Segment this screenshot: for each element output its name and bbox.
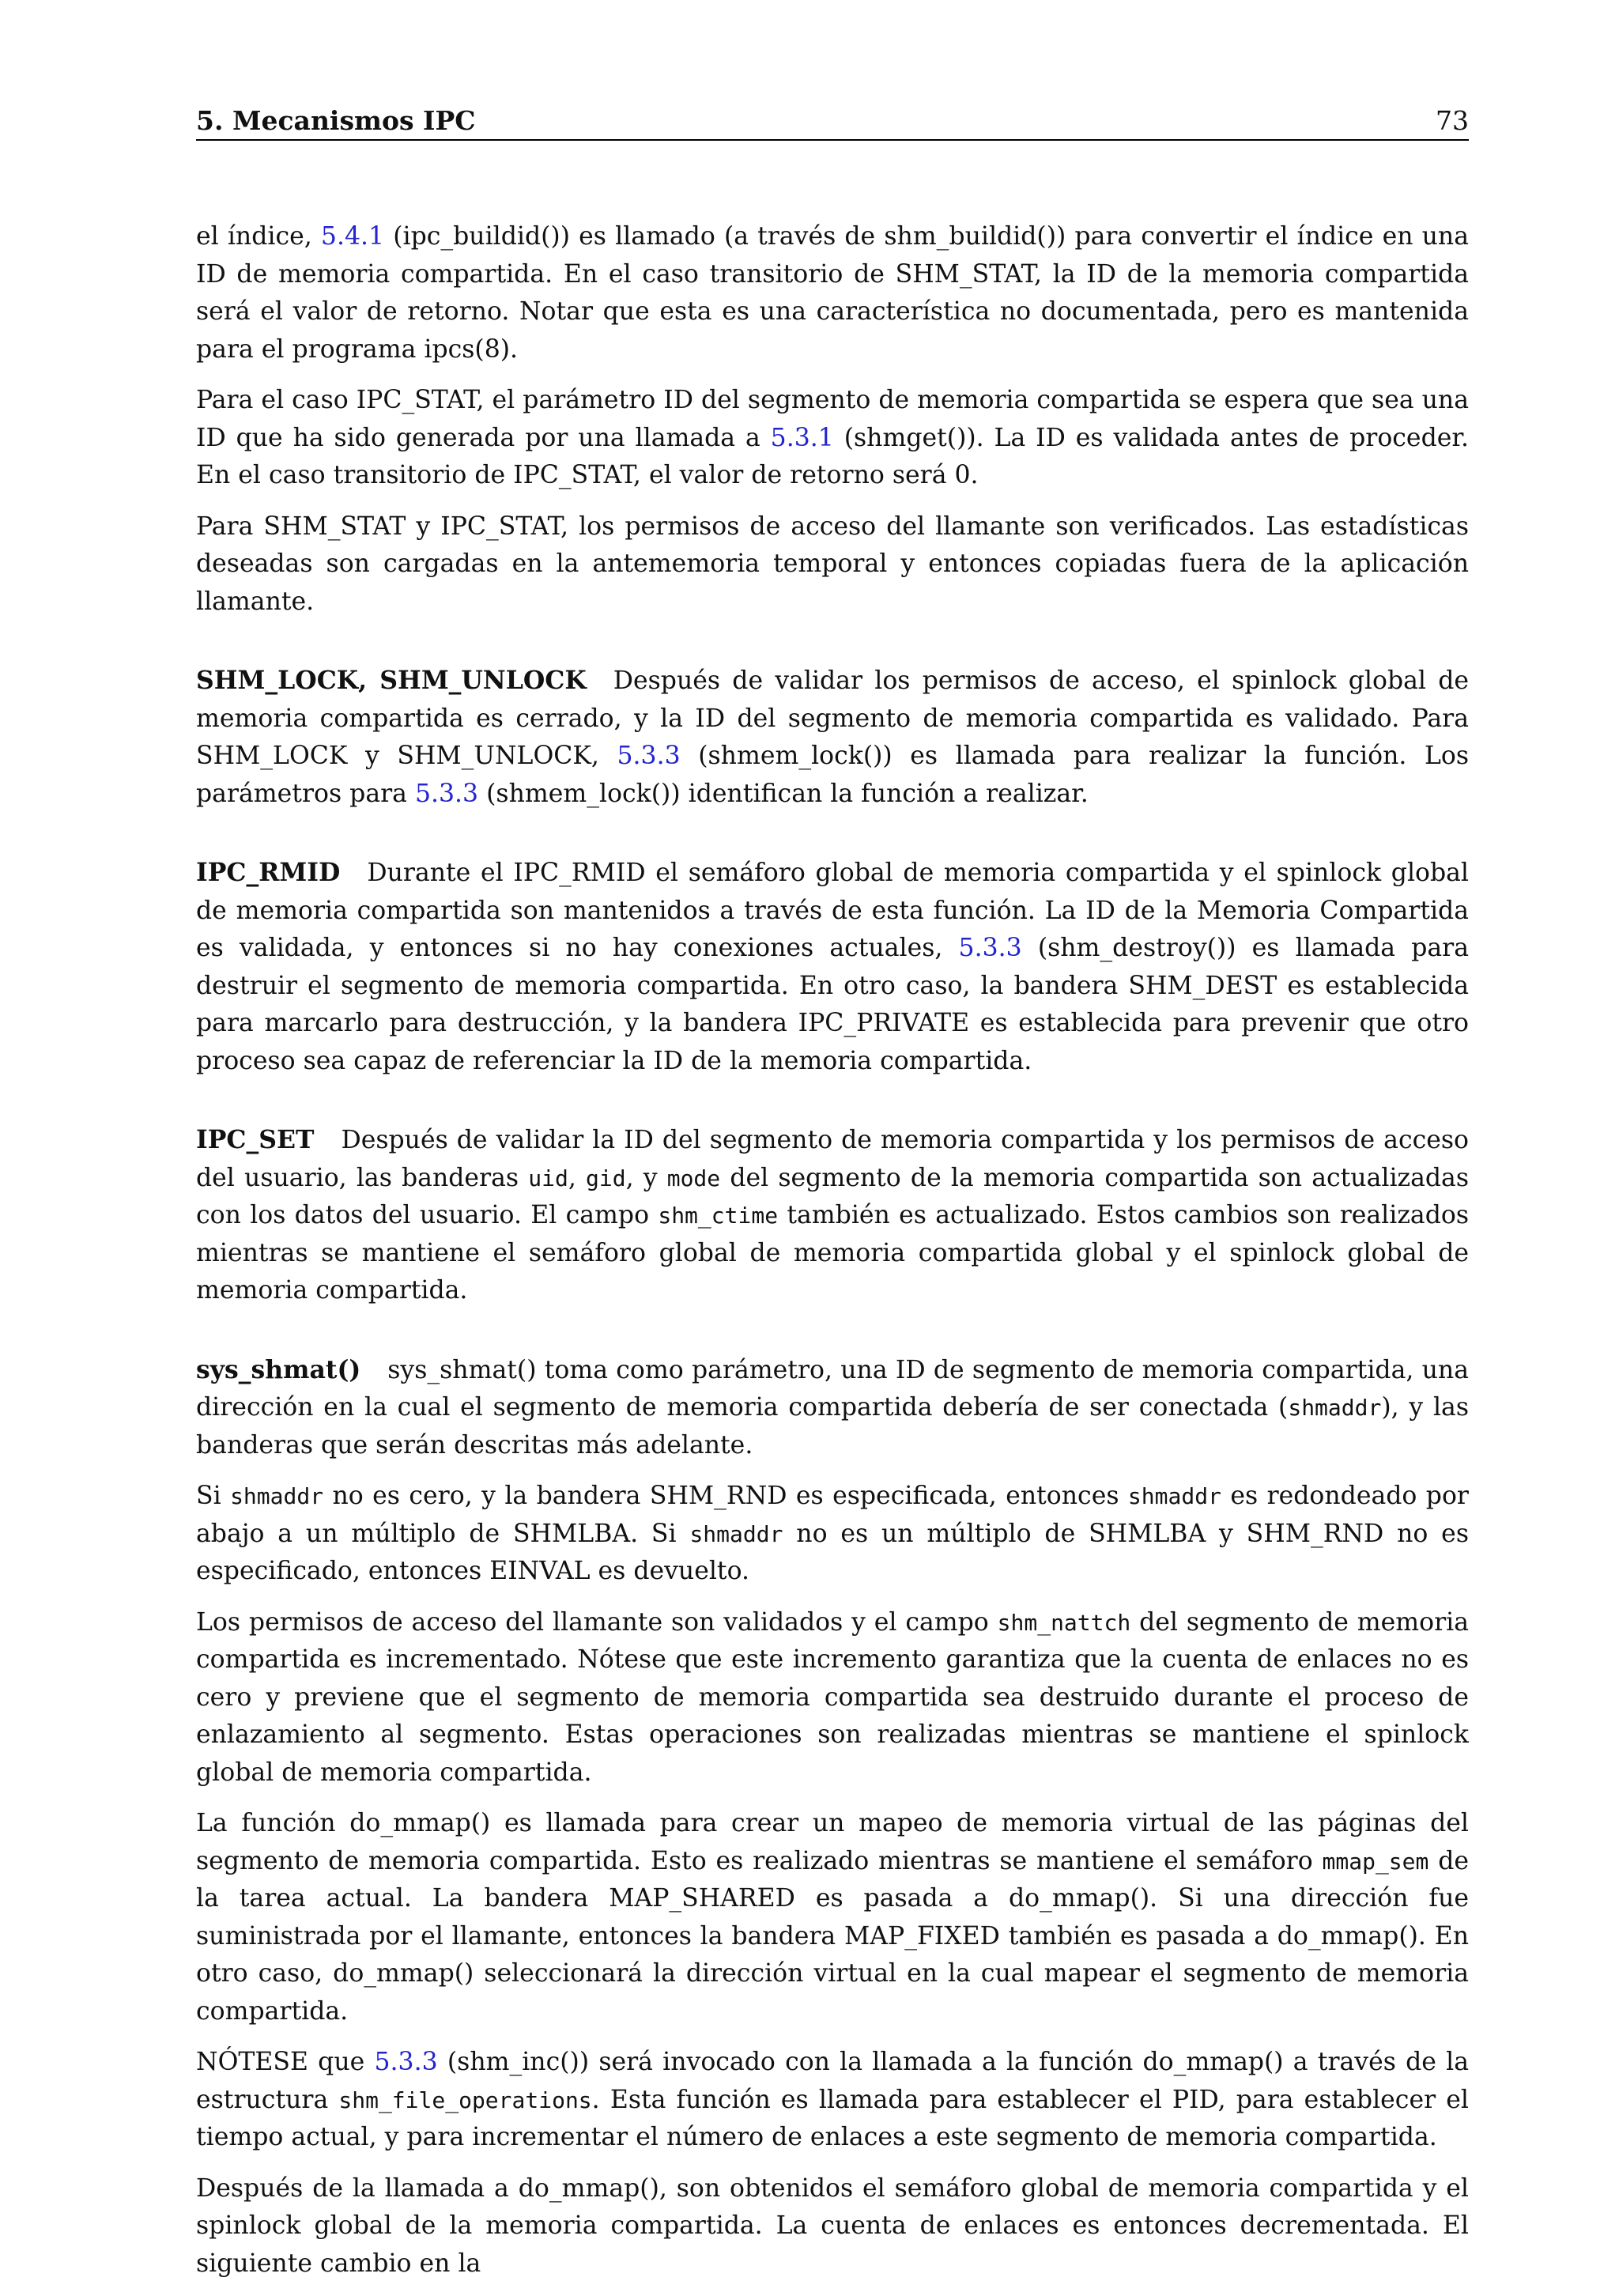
code-shm-ctime: shm_ctime [658, 1203, 779, 1229]
text-run: no es un múltiplo de SHMLBA y SHM_RND no es especificado, entonces EINVAL es devuelto. [196, 1519, 1469, 1585]
body-text [196, 218, 1469, 2296]
code-gid: gid [586, 1165, 626, 1191]
paragraph [196, 1478, 1469, 1591]
code-mmap-sem: mmap_sem [1322, 1848, 1429, 1875]
paragraph-heading: SHM_LOCK, SHM_UNLOCK [196, 666, 587, 695]
text-run: Los permisos de acceso del llamante son validados y el campo [196, 1607, 998, 1637]
text-run: , [568, 1163, 586, 1192]
text-run: es redondeado por abajo a un múltiplo de SHMLBA. Si [196, 1482, 1469, 1548]
paragraph-sys-shmat [196, 1351, 1469, 1465]
paragraph-heading: IPC_RMID [196, 858, 341, 887]
running-header [196, 103, 1469, 141]
paragraph [196, 2044, 1469, 2157]
paragraph: Para SHM_STAT y IPC_STAT, los permisos de acceso del llamante son verificados. Las estadísticas deseadas son cargadas en la antememoria temporal y entonces copiadas fuera de la aplicación llamante. [196, 512, 1469, 616]
paragraph: Después de la llamada a do_mmap(), son obtenidos el semáforo global de memoria compartida y el spinlock global de la memoria compartida. La cuenta de enlaces es entonces decrementada. El siguiente cambio en la [196, 2173, 1469, 2278]
text-run: Para el caso IPC_STAT, el parámetro ID del segmento de memoria compartida se espera que sea una ID que ha sido generada por una llamada a [196, 386, 1469, 452]
cross-reference-link[interactable]: 5.3.3 [374, 2048, 438, 2076]
text-run: sys_shmat() toma como parámetro, una ID de segmento de memoria compartida, una dirección en la cual el segmento de memoria compartida debería de ser conectada ( [196, 1355, 1469, 1422]
text-run: (shmget()). La ID es validada antes de proceder. En el caso transitorio de IPC_STAT, el valor de retorno será 0. [196, 423, 1469, 489]
text-run: , y [625, 1163, 667, 1192]
code-shmaddr: shmaddr [689, 1520, 783, 1547]
text-run: Durante el IPC_RMID el semáforo global de memoria compartida y el spinlock global de memoria compartida son mantenidos a través de esta función. La ID de la Memoria Compartida es validada, y entonces si no hay conexiones actuales, [196, 859, 1469, 962]
text-run: Si [196, 1482, 231, 1510]
text-run: Después de validar los permisos de acceso, el spinlock global de memoria compartida es cerrado, y la ID del segmento de memoria compartida es validado. Para SHM_LOCK y SHM_UNLOCK, [196, 667, 1470, 770]
paragraph [196, 1805, 1469, 2030]
text-run: (shm_inc()) será invocado con la llamada a la función do_mmap() a través de la estructura [196, 2048, 1469, 2114]
text-run: (shmem_lock()) es llamada para realizar la función. Los parámetros para [196, 742, 1469, 808]
cross-reference-link[interactable]: 5.3.3 [414, 779, 479, 808]
code-shmaddr: shmaddr [1288, 1395, 1382, 1421]
code-mode: mode [666, 1165, 721, 1191]
paragraph [196, 218, 1469, 368]
paragraph [196, 1604, 1469, 1792]
text-run: La función do_mmap() es llamada para crear un mapeo de memoria virtual de las páginas del segmento de memoria compartida. Esto es realizado mientras se mantiene el semáforo [196, 1809, 1469, 1875]
cross-reference-link[interactable]: 5.3.3 [617, 742, 681, 770]
text-run: ), y las banderas que serán descritas más adelante. [196, 1393, 1469, 1460]
text-run: . Esta función es llamada para establecer el PID, para establecer el tiempo actual, y para incrementar el número de enlaces a este segmento de memoria compartida. [196, 2085, 1470, 2151]
text-run: Después de validar la ID del segmento de memoria compartida y los permisos de acceso del usuario, las banderas [196, 1126, 1469, 1192]
paragraph-shm-lock [196, 662, 1469, 813]
text-run: del segmento de la memoria compartida son actualizadas con los datos del usuario. El campo [196, 1163, 1470, 1229]
text-run: no es cero, y la bandera SHM_RND es especificada, entonces [323, 1482, 1128, 1510]
text-run: (shmem_lock()) identifican la función a realizar. [478, 779, 1089, 808]
text-run: de la tarea actual. La bandera MAP_SHARED es pasada a do_mmap(). Si una dirección fue suministrada por el llamante, entonces la bandera MAP_FIXED también es pasada a do_mmap(). En otro caso, do_mmap() seleccionará la dirección virtual en la cual mapear el segmento de memoria compartida. [196, 1846, 1469, 2026]
cross-reference-link[interactable]: 5.3.1 [770, 423, 834, 452]
text-run: el índice, [196, 222, 321, 251]
text-run: NÓTESE que [196, 2048, 375, 2076]
text-run: del segmento de memoria compartida es incrementado. Nótese que este incremento garantiza que la cuenta de enlaces no es cero y previene que el segmento de memoria compartida sea destruido durante el proceso de enlazamiento al segmento. Estas operaciones son realizadas mientras se mantiene el spinlock global de memoria compartida. [196, 1607, 1470, 1787]
cross-reference-link[interactable]: 5.4.1 [320, 222, 385, 251]
code-shm-nattch: shm_nattch [997, 1609, 1131, 1636]
cross-reference-link[interactable]: 5.3.3 [958, 934, 1022, 962]
paragraph [196, 382, 1469, 495]
paragraph-heading: sys_shmat() [196, 1354, 361, 1384]
paragraph-ipc-set [196, 1121, 1469, 1310]
text-run: (ipc_buildid()) es llamado (a través de shm_buildid()) para convertir el índice en una ID de memoria compartida. En el caso transitorio de SHM_STAT, la ID de la memoria compartida será el valor de retorno. Notar que esta es una característica no documentada, pero es mantenida para el programa ipcs(8). [196, 222, 1469, 364]
code-shmaddr: shmaddr [1127, 1483, 1221, 1509]
text-run: también es actualizado. Estos cambios son realizados mientras se mantiene el semáforo global de memoria compartida global y el spinlock global de memoria compartida. [196, 1201, 1469, 1305]
code-shmaddr: shmaddr [230, 1483, 324, 1509]
text-run: (shm_destroy()) es llamada para destruir el segmento de memoria compartida. En otro caso, la bandera SHM_DEST es establecida para marcarlo para destrucción, y la bandera IPC_PRIVATE es establecida para prevenir que otro proceso sea capaz de referenciar la ID de la memoria compartida. [196, 934, 1469, 1075]
chapter-title: 5. Mecanismos IPC [196, 105, 476, 136]
code-uid: uid [528, 1165, 568, 1191]
code-shm-file-operations: shm_file_operations [338, 2086, 592, 2113]
paragraph-ipc-rmid [196, 854, 1469, 1080]
page-number: 73 [1436, 105, 1469, 136]
paragraph-heading: IPC_SET [196, 1125, 315, 1154]
